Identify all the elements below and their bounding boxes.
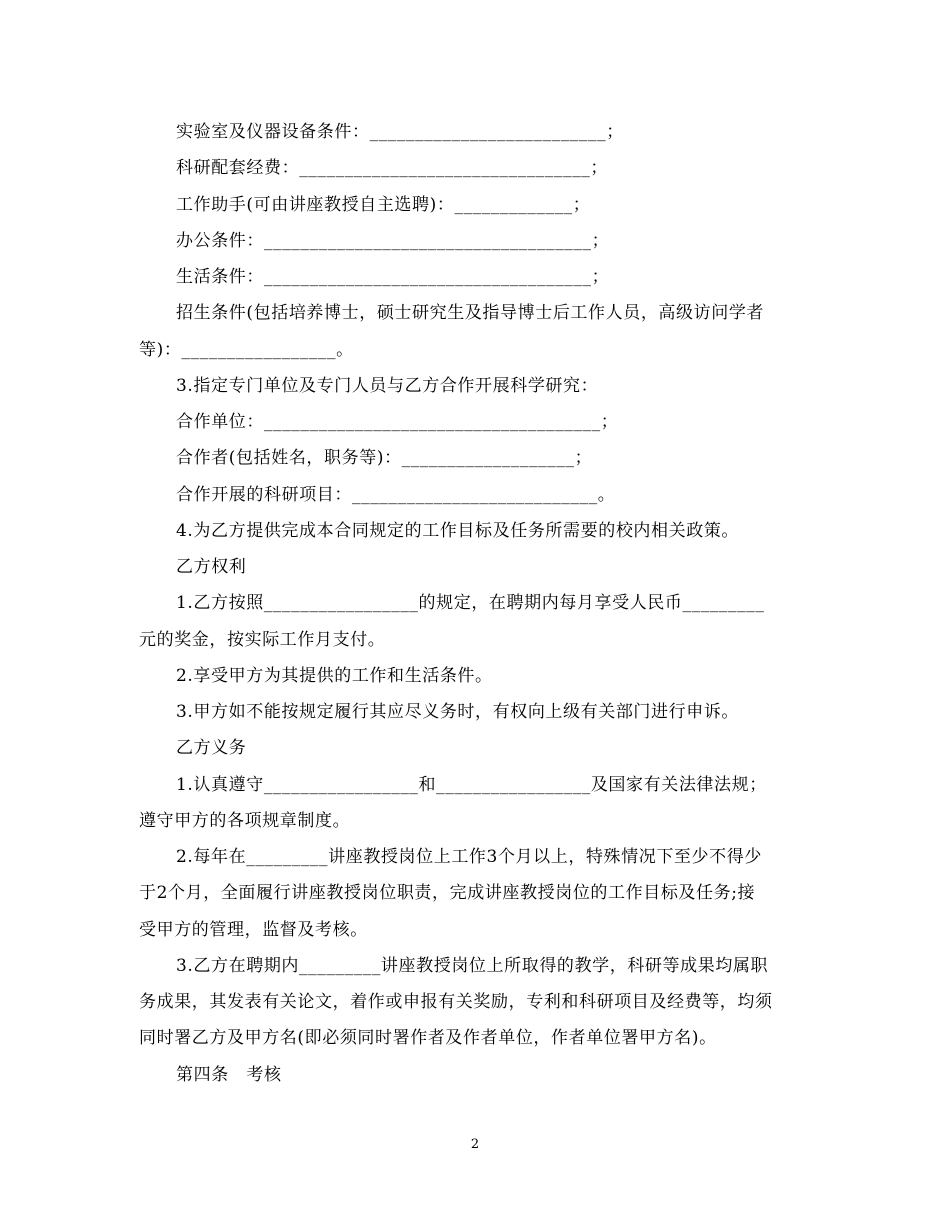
text-line: 合作者(包括姓名，职务等)：___________________； bbox=[176, 448, 593, 468]
text-line: 生活条件：____________________________________； bbox=[176, 267, 610, 287]
text-line: 3.甲方如不能按规定履行其应尽义务时，有权向上级有关部门进行申诉。 bbox=[176, 702, 740, 722]
text-line: 工作助手(可由讲座教授自主选聘)：_____________； bbox=[176, 195, 591, 215]
text-line: 办公条件：____________________________________； bbox=[176, 231, 610, 251]
text-line: 2.每年在_________讲座教授岗位上工作3个月以上，特殊情况下至少不得少 bbox=[176, 847, 762, 867]
text-line: 科研配套经费：________________________________； bbox=[176, 158, 608, 178]
text-line: 于2个月，全面履行讲座教授岗位职责，完成讲座教授岗位的工作目标及任务;接 bbox=[139, 883, 756, 903]
article-heading: 第四条 考核 bbox=[176, 1065, 282, 1085]
text-line: 受甲方的管理，监督及考核。 bbox=[139, 920, 368, 940]
text-line: 实验室及仪器设备条件：__________________________； bbox=[176, 122, 624, 142]
text-line: 等)：_________________。 bbox=[139, 340, 354, 360]
section-heading: 乙方权利 bbox=[176, 557, 247, 577]
text-line: 同时署乙方及甲方名(即必须同时署作者及作者单位，作者单位署甲方名)。 bbox=[139, 1028, 717, 1048]
text-line: 1.认真遵守_________________和_________________及国家有关法律法规； bbox=[176, 775, 767, 795]
text-line: 招生条件(包括培养博士，硕士研究生及指导博士后工作人员，高级访问学者 bbox=[176, 303, 765, 323]
text-line: 2.享受甲方为其提供的工作和生活条件。 bbox=[176, 666, 493, 686]
text-line: 合作开展的科研项目：___________________________。 bbox=[176, 485, 616, 505]
text-line: 1.乙方按照_________________的规定，在聘期内每月享受人民币_________ bbox=[176, 593, 765, 613]
text-line: 务成果，其发表有关论文，着作或申报有关奖励，专利和科研项目及经费等，均须 bbox=[139, 992, 773, 1012]
text-line: 3.指定专门单位及专门人员与乙方合作开展科学研究： bbox=[176, 376, 599, 396]
text-line: 合作单位：_____________________________________； bbox=[176, 412, 619, 432]
text-line: 4.为乙方提供完成本合同规定的工作目标及任务所需要的校内相关政策。 bbox=[176, 521, 740, 541]
text-line: 元的奖金，按实际工作月支付。 bbox=[139, 630, 386, 650]
text-line: 3.乙方在聘期内_________讲座教授岗位上所取得的教学，科研等成果均属职 bbox=[176, 956, 769, 976]
section-heading: 乙方义务 bbox=[176, 738, 247, 758]
text-line: 遵守甲方的各项规章制度。 bbox=[139, 811, 351, 831]
page-number: 2 bbox=[470, 1137, 480, 1152]
